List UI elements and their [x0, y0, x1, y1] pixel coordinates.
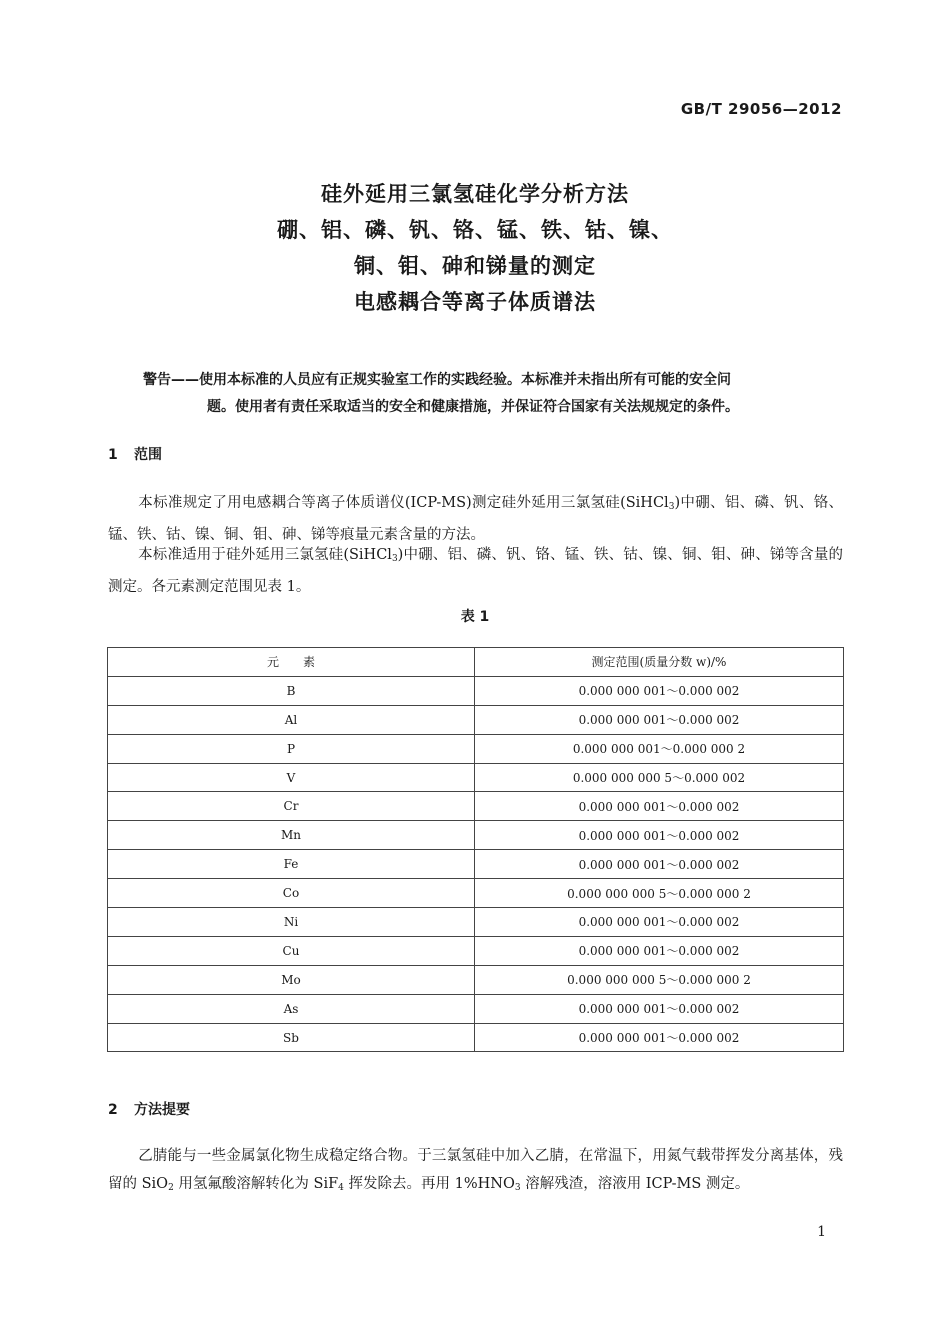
table-row	[108, 936, 844, 965]
page-number: 1	[817, 1224, 826, 1240]
table-row	[108, 705, 844, 734]
warning-notice	[143, 367, 843, 421]
range-cell: 0.000 000 001～0.000 002	[475, 994, 844, 1023]
element-cell: Al	[108, 705, 475, 734]
table-row	[108, 821, 844, 850]
standard-number: GB/T 29056—2012	[680, 100, 842, 118]
range-cell: 0.000 000 001～0.000 002	[475, 705, 844, 734]
subscript: 2	[168, 1183, 174, 1193]
table-row	[108, 676, 844, 705]
element-cell: As	[108, 994, 475, 1023]
title-line-4: 电感耦合等离子体质谱法	[354, 290, 596, 314]
table-row	[108, 763, 844, 792]
scope-paragraph-1	[108, 489, 843, 549]
text-run: 用氢氟酸溶解转化为 SiF	[173, 1176, 339, 1192]
element-cell: P	[108, 734, 475, 763]
element-cell: Fe	[108, 850, 475, 879]
range-cell: 0.000 000 001～0.000 002	[475, 792, 844, 821]
section-2-heading	[108, 1099, 190, 1119]
range-cell: 0.000 000 001～0.000 002	[475, 850, 844, 879]
element-cell: Cu	[108, 936, 475, 965]
text-run: )中硼、铝、磷、钒、铬、锰、铁、钴、镍、铜、钼、砷、锑等痕量元素含量的方法。	[108, 495, 844, 543]
section-number: 2	[108, 1102, 118, 1118]
table-row	[108, 1023, 844, 1052]
range-cell: 0.000 000 001～0.000 002	[475, 908, 844, 937]
element-cell: Cr	[108, 792, 475, 821]
title-line-2: 硼、铝、磷、钒、铬、锰、铁、钴、镍、	[277, 218, 673, 242]
table-row	[108, 994, 844, 1023]
method-summary-paragraph	[108, 1142, 843, 1202]
subscript: 3	[668, 502, 675, 512]
element-cell: Mn	[108, 821, 475, 850]
element-cell: Mo	[108, 965, 475, 994]
range-cell: 0.000 000 001～0.000 002	[475, 676, 844, 705]
range-cell: 0.000 000 001～0.000 000 2	[475, 734, 844, 763]
subscript: 3	[391, 554, 398, 564]
range-cell: 0.000 000 001～0.000 002	[475, 821, 844, 850]
warning-line-2: 题。使用者有责任采取适当的安全和健康措施，并保证符合国家有关法规规定的条件。	[207, 399, 739, 415]
range-cell: 0.000 000 001～0.000 002	[475, 1023, 844, 1052]
range-cell: 0.000 000 000 5～0.000 000 2	[475, 879, 844, 908]
warning-line-1: 警告——使用本标准的人员应有正规实验室工作的实践经验。本标准并未指出所有可能的安全问	[143, 372, 731, 388]
element-cell: Ni	[108, 908, 475, 937]
element-cell: B	[108, 676, 475, 705]
table-row	[108, 879, 844, 908]
header-range: 测定范围(质量分数 w)/%	[475, 648, 844, 677]
range-cell: 0.000 000 000 5～0.000 000 2	[475, 965, 844, 994]
text-run: )中硼、铝、磷、钒、铬、锰、铁、钴、镍、铜、钼、砷、锑等含量的测定。各元素测定范围见表 1。	[108, 547, 843, 595]
subscript: 4	[338, 1183, 344, 1193]
element-cell: V	[108, 763, 475, 792]
header-element: 元 素	[108, 648, 475, 677]
table-row	[108, 908, 844, 937]
table-header-row	[108, 648, 844, 677]
table-row	[108, 850, 844, 879]
section-1-heading	[108, 444, 162, 464]
text-run: 本标准规定了用电感耦合等离子体质谱仪(ICP-MS)测定硅外延用三氯氢硅(SiHCl	[138, 495, 669, 511]
element-cell: Sb	[108, 1023, 475, 1052]
measurement-range-table	[107, 647, 844, 1052]
element-cell: Co	[108, 879, 475, 908]
section-title: 范围	[134, 447, 162, 463]
document-title	[0, 176, 950, 320]
scope-paragraph-2	[108, 541, 843, 601]
title-line-3: 铜、钼、砷和锑量的测定	[354, 254, 596, 278]
range-cell: 0.000 000 001～0.000 002	[475, 936, 844, 965]
text-run: 挥发除去。再用 1%HNO	[343, 1176, 515, 1192]
title-line-1: 硅外延用三氯氢硅化学分析方法	[321, 182, 629, 206]
table-caption: 表 1	[460, 609, 490, 625]
table-row	[108, 965, 844, 994]
table-row	[108, 792, 844, 821]
text-run: 本标准适用于硅外延用三氯氢硅(SiHCl	[138, 547, 392, 563]
section-number: 1	[108, 447, 118, 463]
table-row	[108, 734, 844, 763]
subscript: 3	[514, 1183, 521, 1193]
range-cell: 0.000 000 000 5～0.000 002	[475, 763, 844, 792]
text-run: 溶解残渣，溶液用 ICP-MS 测定。	[520, 1176, 750, 1192]
text-run: 乙腈能与一些金属氯化物生成稳定络合物。于三氯氢硅中加入乙腈，在常温下，用氮气载带挥发分离基体，残留的 SiO	[108, 1148, 843, 1192]
section-title: 方法提要	[134, 1102, 190, 1118]
